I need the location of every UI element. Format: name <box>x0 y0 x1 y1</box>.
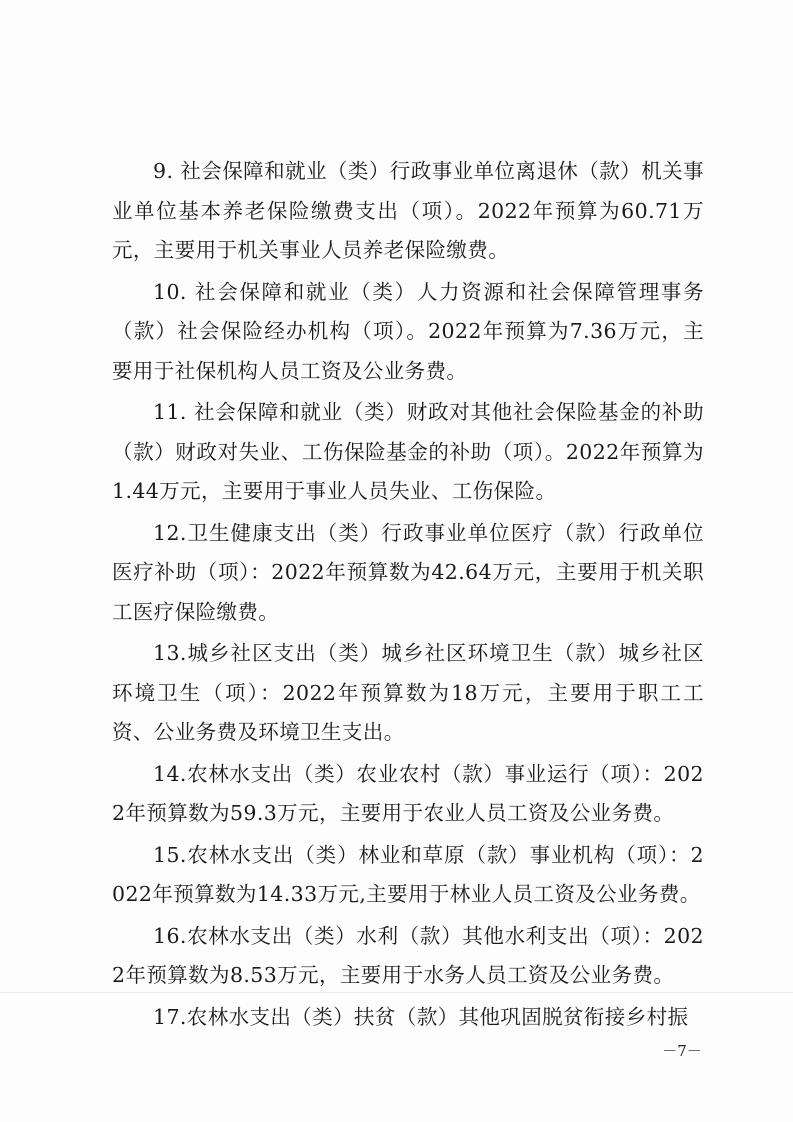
document-body <box>112 152 704 1039</box>
paragraph-item-16: 16.农林水支出（类）水利（款）其他水利支出（项）：2022年预算数为8.53万元，主要用于水务人员工资及公业务费。 <box>112 923 704 987</box>
paragraph-item-17: 17.农林水支出（类）扶贫（款）其他巩固脱贫衔接乡村振 <box>153 1004 689 1029</box>
paragraph-item-12: 12.卫生健康支出（类）行政事业单位医疗（款）行政单位医疗补助（项）：2022年预算数为42.64万元，主要用于机关职工医疗保险缴费。 <box>112 520 704 624</box>
page-number: －7－ <box>662 1042 702 1060</box>
page-divider <box>0 992 793 993</box>
paragraph-item-15: 15.农林水支出（类）林业和草原（款）事业机构（项）：2022年预算数为14.33万元,主要用于林业人员工资及公业务费。 <box>112 842 704 906</box>
paragraph-item-9: 9. 社会保障和就业（类）行政事业单位离退休（款）机关事业单位基本养老保险缴费支出（项）。2022年预算为60.71万元，主要用于机关事业人员养老保险缴费。 <box>112 159 704 262</box>
paragraph-item-11: 11. 社会保障和就业（类）财政对其他社会保险基金的补助（款）财政对失业、工伤保险基金的补助（项）。2022年预算为1.44万元，主要用于事业人员失业、工伤保险。 <box>112 400 704 503</box>
paragraph-item-14: 14.农林水支出（类）农业农村（款）事业运行（项）：2022年预算数为59.3万元，主要用于农业人员工资及公业务费。 <box>112 761 704 825</box>
paragraph-item-10: 10. 社会保障和就业（类）人力资源和社会保障管理事务（款）社会保险经办机构（项）。2022年预算为7.36万元，主要用于社保机构人员工资及公业务费。 <box>112 279 704 383</box>
paragraph-item-13: 13.城乡社区支出（类）城乡社区环境卫生（款）城乡社区环境卫生（项）：2022年预算数为18万元，主要用于职工工资、公业务费及环境卫生支出。 <box>112 641 704 744</box>
